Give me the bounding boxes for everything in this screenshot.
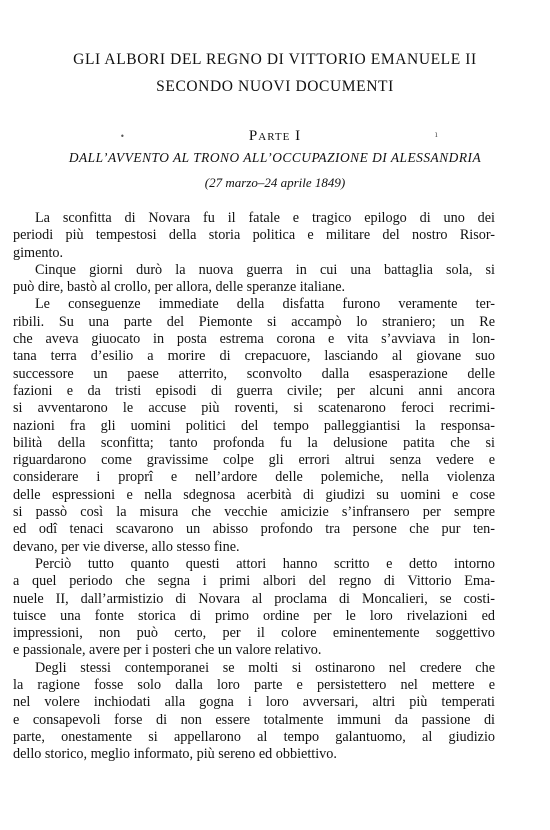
text-line: tana terra d’esilio a morire di crepacuore, lasciando al giovane suo (13, 348, 495, 365)
text-line: nel volere inchiodati alla gogna i loro avversari, altri più temperati (13, 694, 495, 711)
text-line: parte, onestamente si appellarono al tempo galantuomo, al giudizio (13, 728, 495, 745)
text-line: devano, per vie diverse, allo stesso fine. (13, 538, 240, 555)
text-line: riguardarono come gravissime colpe gli errori altrui senza vedere e (13, 452, 495, 469)
chapter-title-line-1: GLI ALBORI DEL REGNO DI VITTORIO EMANUELE II (73, 51, 477, 68)
text-line: bilità della sconfitta; tanto profonda fu la delusione patita che si (13, 434, 495, 451)
text-line: Le conseguenze immediate della disfatta furono veramente ter- (35, 296, 495, 313)
text-line: fazioni e da tristi episodi di guerra civile; per alcuni anni ancora (13, 382, 495, 399)
ink-speck: ı (435, 130, 438, 139)
text-line: dello storico, meglio informato, più sereno ed obbiettivo. (13, 746, 337, 763)
text-line: gimento. (13, 244, 64, 261)
chapter-title-line-2: SECONDO NUOVI DOCUMENTI (156, 78, 394, 95)
text-line: Cinque giorni durò la nuova guerra in cui una battaglia sola, si (35, 261, 495, 278)
text-line: si passò così la misura che vecchie amicizie s’infransero per sempre (13, 504, 495, 521)
text-line: nuele II, dall’armistizio di Novara al proclama di Moncalieri, se costi- (13, 590, 495, 607)
text-line: si avventarono le accuse più roventi, si scatenarono feroci recrimi- (13, 400, 495, 417)
text-line: Perciò tutto quanto questi attori hanno scritto e detto intorno (35, 555, 495, 572)
text-line: a quel periodo che segna i primi albori del regno di Vittorio Ema- (13, 573, 495, 590)
text-line: delle espressioni e nella sdegnosa acerbità di giudizi su uomini e cose (13, 486, 495, 503)
text-line: considerare i proprî e nell’ardore delle polemiche, nella violenza (13, 469, 495, 486)
text-line: e consapevoli forse di non essere totalmente immuni da passione di (13, 711, 495, 728)
text-line: la ragione fosse solo dalla loro parte e persistettero nel mettere e (13, 677, 495, 694)
text-line: successore un paese atterrito, sconvolto dalla esasperazione delle (13, 365, 495, 382)
text-line: tuisce una fonte storica di primo ordine per le loro rivelazioni ed (13, 607, 495, 624)
body-text (13, 210, 495, 764)
text-line: che aveva giuocato in posta estrema corona e vita s’avviava in lon- (13, 331, 495, 348)
text-line: impressioni, non può certo, per il colore eminentemente soggettivo (13, 625, 495, 642)
text-line: nazioni fra gli uomini politici del tempo palleggiantisi la responsa- (13, 417, 495, 434)
ink-speck: • (120, 132, 125, 141)
section-subtitle: DALL’AVVENTO AL TRONO ALL’OCCUPAZIONE DI ALESSANDRIA (68, 150, 482, 165)
section-dates: (27 marzo–24 aprile 1849) (204, 175, 346, 190)
text-line: La sconfitta di Novara fu il fatale e tragico epilogo di uno dei (35, 210, 495, 226)
text-line: può dire, bastò al crollo, per allora, delle speranze italiane. (13, 279, 346, 296)
text-line: ribili. Su una parte del Piemonte si accampò lo straniero; un Re (13, 313, 495, 330)
text-line: periodi più tempestosi della storia politica e militare del nostro Risor- (13, 227, 495, 244)
text-line: e passionale, avere per i posteri che un valore relativo. (13, 642, 322, 659)
text-line: Degli stessi contemporanei se molti si ostinarono nel credere che (35, 659, 495, 676)
text-line: ed odî tenaci scavarono un abisso profondo tra persone che pur ten- (13, 521, 495, 538)
part-heading: Parte I (248, 128, 302, 144)
